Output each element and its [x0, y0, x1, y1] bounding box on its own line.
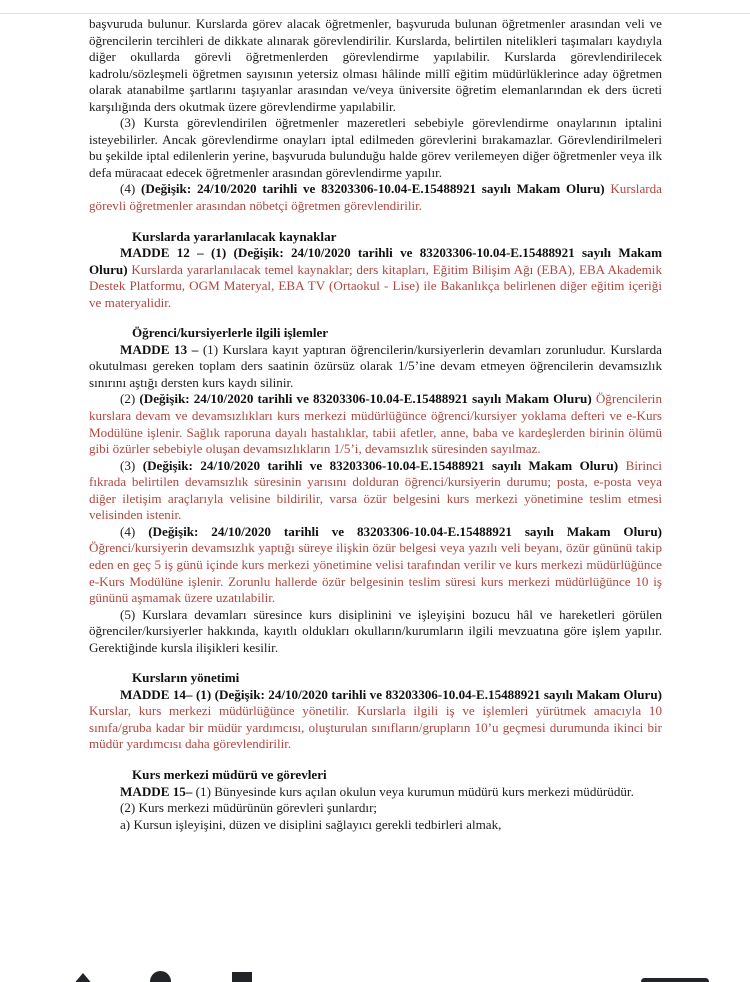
- body-paragraph: [89, 342, 662, 392]
- amendment-text-run: Kurslar, kurs merkezi müdürlüğünce yönetilir. Kurslarla ilgili iş ve işlemleri yürütmek amacıyla 10 sınıfa/gruba kadar bir müdür yardımcısı, oluşturulan sınıfların/grupların 10’u geçmesi durumunda ikinci bir müdür yardımcısı daha görevlendirilir.: [89, 703, 662, 752]
- amendment-text-run: Öğrencilerin kurslara devam ve devamsızlıkları kurs merkezi müdürlüğünce öğrenci/kursiyer yoklama defteri ve e-Kurs Modülüne işlenir. Sağlık raporuna dayalı hastalıklar, tabii afetler, anne, baba ve kardeşlerden birinin ölümü gibi özürler sebebiyle oluşan devamsızlıkların 1/5’i, devamsızlık süresinden sayılmaz.: [89, 391, 662, 457]
- text-run: (4): [120, 181, 142, 197]
- square-recents-icon[interactable]: [232, 972, 252, 982]
- bold-text-run: (Değişik: 24/10/2020 tarihli ve 83203306-10.04-E.15488921 sayılı Makam Oluru): [142, 457, 619, 473]
- bold-text-run: MADDE 15–: [120, 783, 196, 799]
- text-run: başvuruda bulunur. Kurslarda görev alacak öğretmenler, başvuruda bulunan öğretmenler arasından veli ve öğrencilerin tercihleri de dikkate alınarak görevlendirilir. Kurslarda, belirtilen nitelikleri taşımaları kaydıyla diğer okullarda görevli öğretmenlerden görevlendirme yapılabilir. Kurslarda görevlendirilecek kadrolu/sözleşmeli öğretmen sayısının yetersiz olması hâlinde millî eğitim müdürlüklerince aday öğretmen olarak atanabilme şartlarını taşıyanlar arasından ve/veya üniversite öğretim elemanlarından ek ders ücreti karşılığında ders okutmak üzere görevlendirme yapılabilir.: [89, 16, 662, 114]
- circle-home-icon[interactable]: [150, 971, 171, 982]
- bold-text-run: (Değişik: 24/10/2020 tarihli ve 83203306-10.04-E.15488921 sayılı Makam Oluru): [139, 391, 592, 407]
- body-paragraph: [89, 181, 662, 214]
- amendment-text-run: Kurslarda yararlanılacak temel kaynaklar; ders kitapları, Eğitim Bilişim Ağı (EBA), EBA Akademik Destek Platformu, OGM Materyal, EBA TV (Ortaokul - Lise) ile Bakanlıkça belirlenen diğer eğitim içeriği ve materyalidir.: [89, 261, 662, 310]
- text-run: [618, 458, 625, 473]
- text-run: (1) Kurslara kayıt yaptıran öğrencilerin/kursiyerlerin devamları zorunludur. Kurslarda okutulması gereken toplam ders saatinin özürsüz olarak 1/5’ine devam etmeyen öğrencilerin devamsızlık sınırını aştığı dersten kurs kaydı silinir.: [89, 341, 662, 390]
- body-paragraph: [89, 524, 662, 607]
- amendment-text-run: Birinci fıkrada belirtilen devamsızlık süresinin yarısını dolduran öğrenci/kursiyerin durumu; posta, e-posta veya diğer iletişim araçlarıyla velisine bildirilir, varsa özür belgesini kurs merkezi yönetimine teslim etmesi velisinden istenir.: [89, 457, 662, 523]
- bold-text-run: Kursların yönetimi: [132, 670, 240, 686]
- bold-text-run: (Değişik: 24/10/2020 tarihli ve 83203306-10.04-E.15488921 sayılı Makam Oluru): [214, 686, 662, 702]
- text-run: (5) Kurslara devamları süresince kurs disiplinini ve işleyişini bozucu hâl ve hareketleri görülen öğrenciler/kursiyerler hakkında, kayıtlı oldukları okulların/kurumların ilgili mevzuatına göre işlem yapılır. Gerektiğinde kursla ilişikleri kesilir.: [89, 606, 662, 655]
- bold-text-run: Kurslarda yararlanılacak kaynaklar: [132, 228, 337, 244]
- amendment-text-run: Kurslarda görevli öğretmenler arasından nöbetçi öğretmen görevlendirilir.: [89, 181, 662, 214]
- section-heading: [89, 767, 662, 784]
- text-run: (2): [120, 391, 140, 407]
- section-heading: [89, 229, 662, 246]
- body-paragraph: [89, 16, 662, 115]
- body-paragraph: [89, 800, 662, 817]
- bold-text-run: MADDE 12 – (1): [120, 245, 234, 261]
- text-run: (4): [120, 523, 149, 539]
- text-run: (3): [120, 457, 143, 473]
- text-run: (2) Kurs merkezi müdürünün görevleri şunlardır;: [120, 800, 378, 816]
- body-paragraph: [89, 784, 662, 801]
- body-paragraph: [89, 391, 662, 457]
- amendment-text-run: Öğrenci/kursiyerin devamsızlık yaptığı süreye ilişkin özür belgesi veya yazılı veli beyanı, özür gününü takip eden en geç 5 iş günü içinde kurs merkezi yönetimine velisi tarafından verilir ve kurs merkezi müdürlüğünce e-Kurs Modülüne işlenir. Zorunlu hallerde özür belgesinin teslim süresi kurs merkezi müdürlüğünce 10 iş gününü aşmamak üzere uzatılabilir.: [89, 540, 662, 606]
- document-body: [89, 16, 662, 833]
- system-navigation-bar: [0, 966, 750, 982]
- triangle-back-icon[interactable]: [72, 973, 94, 982]
- body-paragraph: [89, 458, 662, 524]
- gesture-pill-icon[interactable]: [641, 978, 709, 982]
- paragraph-spacer: [89, 311, 662, 325]
- body-paragraph: [89, 115, 662, 181]
- section-heading: [89, 670, 662, 687]
- paragraph-spacer: [89, 215, 662, 229]
- bold-text-run: Öğrenci/kursiyerlerle ilgili işlemler: [132, 325, 329, 341]
- text-run: a) Kursun işleyişini, düzen ve disiplini sağlayıcı gerekli tedbirleri almak,: [120, 816, 502, 832]
- bold-text-run: (Değişik: 24/10/2020 tarihli ve 83203306-10.04-E.15488921 sayılı Makam Oluru): [141, 181, 605, 197]
- paragraph-spacer: [89, 656, 662, 670]
- body-paragraph: [89, 245, 662, 311]
- bold-text-run: MADDE 14– (1): [120, 686, 215, 702]
- page-top-divider: [0, 13, 750, 14]
- text-run: (3) Kursta görevlendirilen öğretmenler mazeretleri sebebiyle görevlendirme onaylarının iptalini isteyebilirler. Ancak görevlendirme onayları iptal edilmeden görevlerini bırakamazlar. Görevlendirilmeleri bu şekilde iptal edilenlerin yerine, başvuruda bulunduğu halde görev verilemeyen diğer öğretmenler veya ilk defa müracaat edecek öğretmenler arasından görevlendirme yapılır.: [89, 115, 662, 180]
- paragraph-spacer: [89, 753, 662, 767]
- body-paragraph: [89, 687, 662, 753]
- bold-text-run: MADDE 13 –: [120, 341, 203, 357]
- body-paragraph: [89, 817, 662, 834]
- text-run: (1) Bünyesinde kurs açılan okulun veya kurumun müdürü kurs merkezi müdürüdür.: [195, 783, 634, 799]
- bold-text-run: (Değişik: 24/10/2020 tarihli ve 83203306-10.04-E.15488921 sayılı Makam Oluru): [89, 245, 662, 277]
- body-paragraph: [89, 607, 662, 657]
- bold-text-run: Kurs merkezi müdürü ve görevleri: [132, 766, 327, 782]
- section-heading: [89, 325, 662, 342]
- bold-text-run: (Değişik: 24/10/2020 tarihli ve 83203306-10.04-E.15488921 sayılı Makam Oluru): [148, 523, 662, 539]
